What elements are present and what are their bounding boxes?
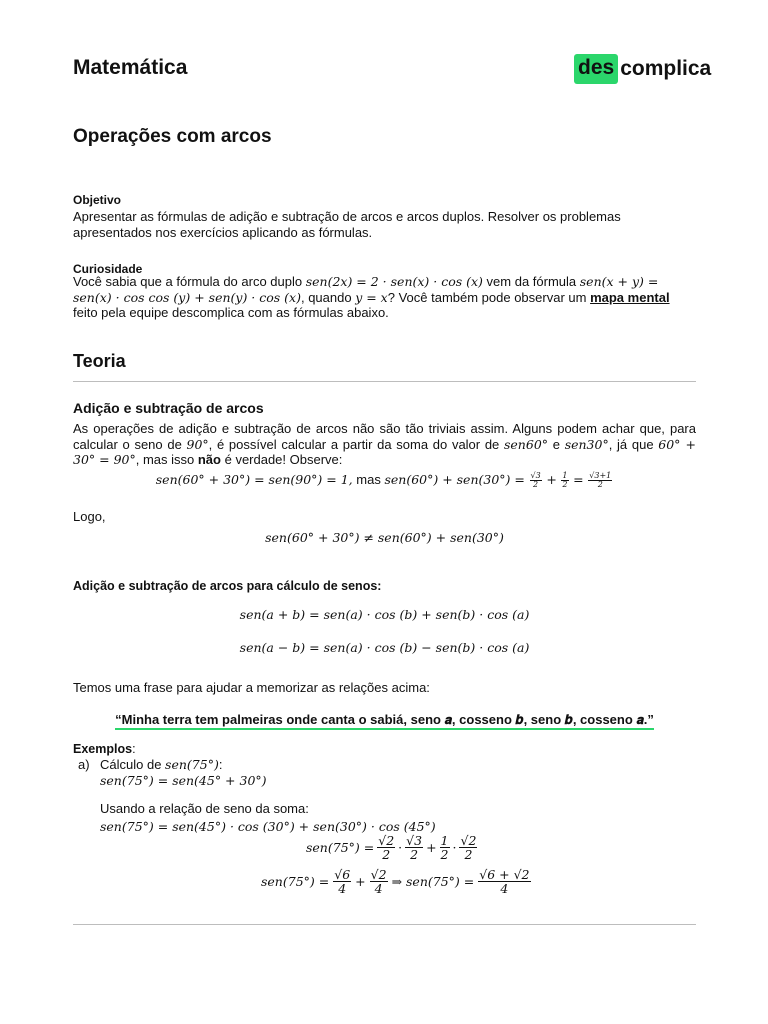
l3-frac-4 [459,834,477,861]
exemplo-item-math: sen(75°) [165,757,219,772]
l3-f1-num: √2 [378,833,395,848]
exemplos-label-wrap [73,742,136,756]
l3-f2-den: 2 [410,847,419,862]
exemplos-colon: : [132,742,136,756]
teoria-m-sen30: sen30° [564,436,609,452]
logo-text: Logo, [73,509,106,524]
eq-seno-soma: sen(a + b) = sen(a) · cos (b) + sen(b) · cos (a) [239,607,530,622]
logo-part-des: des [574,54,618,84]
l3-frac-1 [377,834,395,861]
l4-f1-num: √6 [334,867,351,882]
exemplo-item-text: Cálculo de [100,757,166,772]
section-divider [73,381,696,382]
l4-arrow: ⇒ sen(75°) = [391,874,475,889]
objetivo-text: Apresentar as fórmulas de adição e subtração de arcos e arcos duplos. Resolver os problemas apresentados nos exercícios aplicando as fórmulas. [73,209,621,240]
teoria-m-sum: 60° + 30° = 90° [73,436,696,467]
usando-text: Usando a relação de seno da soma: [100,801,309,816]
l4-lhs: sen(75°) = [261,874,330,889]
exemplo-marker: a) [78,757,90,772]
eq1-frac-1 [530,472,542,489]
l3-f3-den: 2 [440,847,449,862]
curiosidade-t3: , quando [300,289,356,305]
l3-frac-2 [405,834,423,861]
subject-title: Matemática [73,56,188,79]
l4-frac-1 [333,868,351,895]
l4-f2-den: 4 [374,881,383,896]
equation-1 [73,472,696,489]
l4-f2-num: √2 [370,867,387,882]
objetivo-label: Objetivo [73,193,122,207]
eq1-f2-den: 2 [562,480,568,490]
teoria-p1-c: e [548,436,565,452]
l3-dot-1: · [398,840,403,855]
memo-quote: “Minha terra tem palmeiras onde canta o sabiá, seno 𝒂, cosseno 𝒃, seno 𝒃, cosseno 𝒂.” [115,712,654,730]
page-title: Operações com arcos [73,126,272,147]
teoria-p1-a: As operações de adição e subtração de arcos não são tão triviais assim. Alguns podem achar que, para calcular o seno de [73,421,696,452]
memo-quote-wrap [73,711,696,729]
eq1-f3-den: 2 [597,480,603,490]
mapa-mental-link[interactable]: mapa mental [590,289,670,305]
exemplo-item [100,757,222,772]
teoria-m-90: 90° [186,436,209,452]
eq1-frac-3 [588,472,612,489]
l3-f3-num: 1 [440,833,449,848]
l4-plus: + [355,874,366,889]
l4-frac-2 [370,868,388,895]
l3-dot-2: · [452,840,457,855]
formula-soma: sen(x + y) = sen(x) · cos cos (y) + sen(y) · cos (x) [73,274,659,305]
eq1-left: sen(60° + 30°) = sen(90°) = 1, [155,472,353,487]
l4-f3-num: √6 + √2 [479,867,530,882]
logo-part-complica: complica [620,57,712,80]
l3-lhs: sen(75°) = [306,840,375,855]
teoria-paragraph [73,421,696,468]
teoria-m-sen60: sen60° [504,436,549,452]
l3-plus: + [426,840,437,855]
curiosidade-label: Curiosidade [73,262,143,276]
eq1-mas: mas [352,472,385,487]
eq1-equals: = [573,472,584,487]
exemplo-item-colon: : [218,757,223,772]
eq1-f1-num: √3 [530,471,541,481]
adicao-subheading: Adição e subtração de arcos [73,400,264,416]
eq-seno-diferenca: sen(a − b) = sen(a) · cos (b) − sen(b) · cos (a) [239,640,530,655]
teoria-p1-f: é verdade! Observe: [220,452,343,467]
l3-f2-num: √3 [406,833,423,848]
curiosidade-t4: ? Você também pode observar um [387,289,591,305]
exemplo-line-3 [306,834,478,861]
teoria-p1-d: , já que [608,436,659,452]
memo-text: Temos uma frase para ajudar a memorizar as relações acima: [73,680,430,695]
teoria-heading: Teoria [73,351,126,371]
eq1-frac-2 [561,472,568,489]
teoria-nao-bold: não [197,452,221,467]
exemplo-line-2: sen(75°) = sen(45°) · cos (30°) + sen(30°) · cos (45°) [100,819,436,834]
eq1-f2-num: 1 [562,471,568,481]
teoria-p1-e: , mas isso [135,452,198,467]
curiosidade-t2: vem da fórmula [482,274,580,289]
eq1-plus: + [546,472,557,487]
l4-frac-3 [478,868,530,895]
curiosidade-text [73,274,696,321]
exemplos-label: Exemplos [73,742,133,756]
exemplo-line-4 [261,868,532,895]
l3-f4-num: √2 [460,833,477,848]
curiosidade-t1: Você sabia que a fórmula do arco duplo [73,274,306,289]
l3-frac-3 [440,834,450,861]
bottom-divider [73,924,696,925]
equation-2: sen(60° + 30°) ≠ sen(60°) + sen(30°) [265,530,504,545]
descomplica-logo [574,52,711,86]
formula-arco-duplo: sen(2x) = 2 · sen(x) · cos (x) [305,274,483,289]
l4-f3-den: 4 [500,881,509,896]
exemplo-line-1: sen(75°) = sen(45° + 30°) [100,773,267,788]
curiosidade-t5: feito pela equipe descomplica com as fórmulas abaixo. [73,305,389,320]
l3-f1-den: 2 [382,847,391,862]
l3-f4-den: 2 [464,847,473,862]
eq1-f1-den: 2 [533,480,539,490]
senos-heading: Adição e subtração de arcos para cálculo de senos: [73,579,382,593]
eq1-right: sen(60°) + sen(30°) = [384,472,525,487]
teoria-p1-b: , é possível calcular a partir da soma do valor de [208,436,504,452]
l4-f1-den: 4 [338,881,347,896]
eq1-f3-num: √3+1 [589,471,612,481]
formula-y-igual-x: y = x [355,289,388,305]
